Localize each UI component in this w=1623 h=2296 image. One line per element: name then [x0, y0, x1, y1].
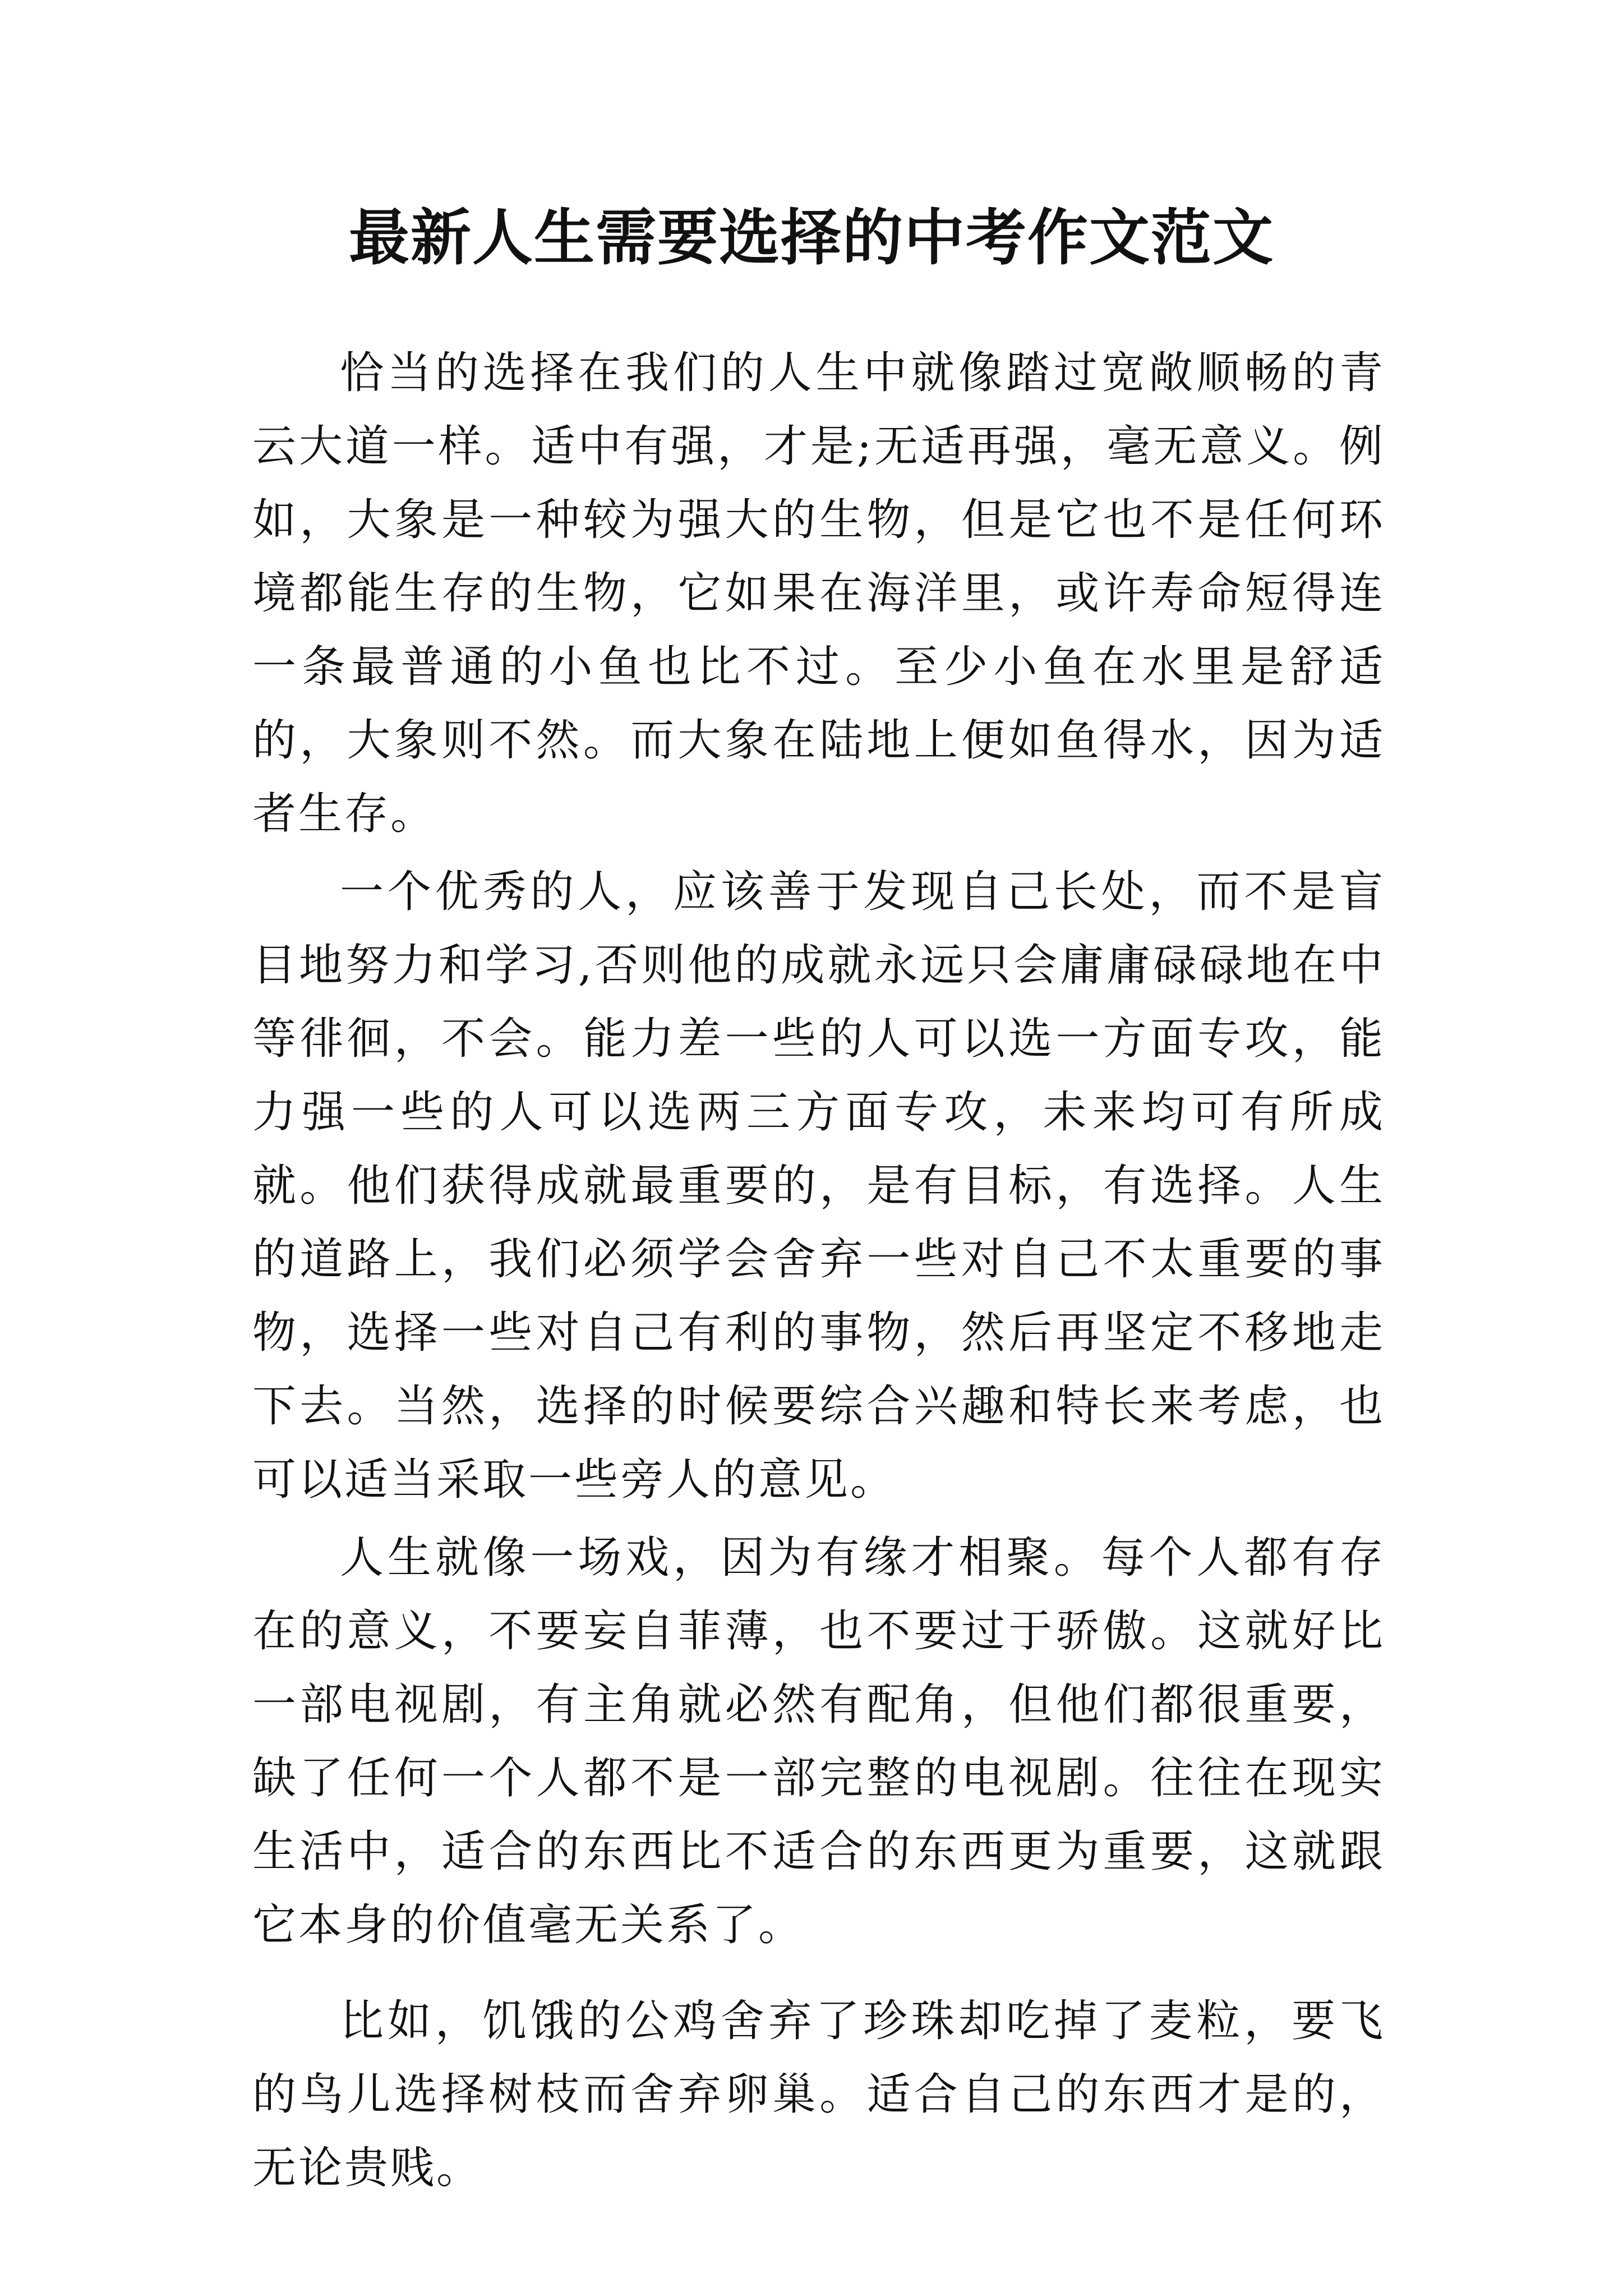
paragraph-3: 人生就像一场戏，因为有缘才相聚。每个人都有存在的意义，不要妄自菲薄，也不要过于骄傲。这就好比一部电视剧，有主角就必然有配角，但他们都很重要，缺了任何一个人都不是一部完整的电视剧。往往在现实生活中，适合的东西比不适合的东西更为重要，这就跟它本身的价值毫无关系了。 — [252, 1533, 1385, 1950]
paragraph-4: 比如，饥饿的公鸡舍弃了珍珠却吃掉了麦粒，要飞的鸟儿选择树枝而舍弃卵巢。适合自己的东西才是的，无论贵贱。 — [252, 1996, 1385, 2193]
document-title: 最新人生需要选择的中考作文范文 — [348, 203, 1274, 273]
document-body — [252, 337, 1385, 2205]
paragraph-1: 恰当的选择在我们的人生中就像踏过宽敞顺畅的青云大道一样。适中有强，才是;无适再强，毫无意义。例如，大象是一种较为强大的生物，但是它也不是任何环境都能生存的生物，它如果在海洋里，或许寿命短得连一条最普通的小鱼也比不过。至少小鱼在水里是舒适的，大象则不然。而大象在陆地上便如鱼得水，因为适者生存。 — [252, 348, 1385, 839]
paragraph-2: 一个优秀的人，应该善于发现自己长处，而不是盲目地努力和学习,否则他的成就永远只会庸庸碌碌地在中等徘徊，不会。能力差一些的人可以选一方面专攻，能力强一些的人可以选两三方面专攻，未来均可有所成就。他们获得成就最重要的，是有目标，有选择。人生的道路上，我们必须学会舍弃一些对自己不太重要的事物，选择一些对自己有利的事物，然后再坚定不移地走下去。当然，选择的时候要综合兴趣和特长来考虑，也可以适当采取一些旁人的意见。 — [252, 867, 1385, 1505]
